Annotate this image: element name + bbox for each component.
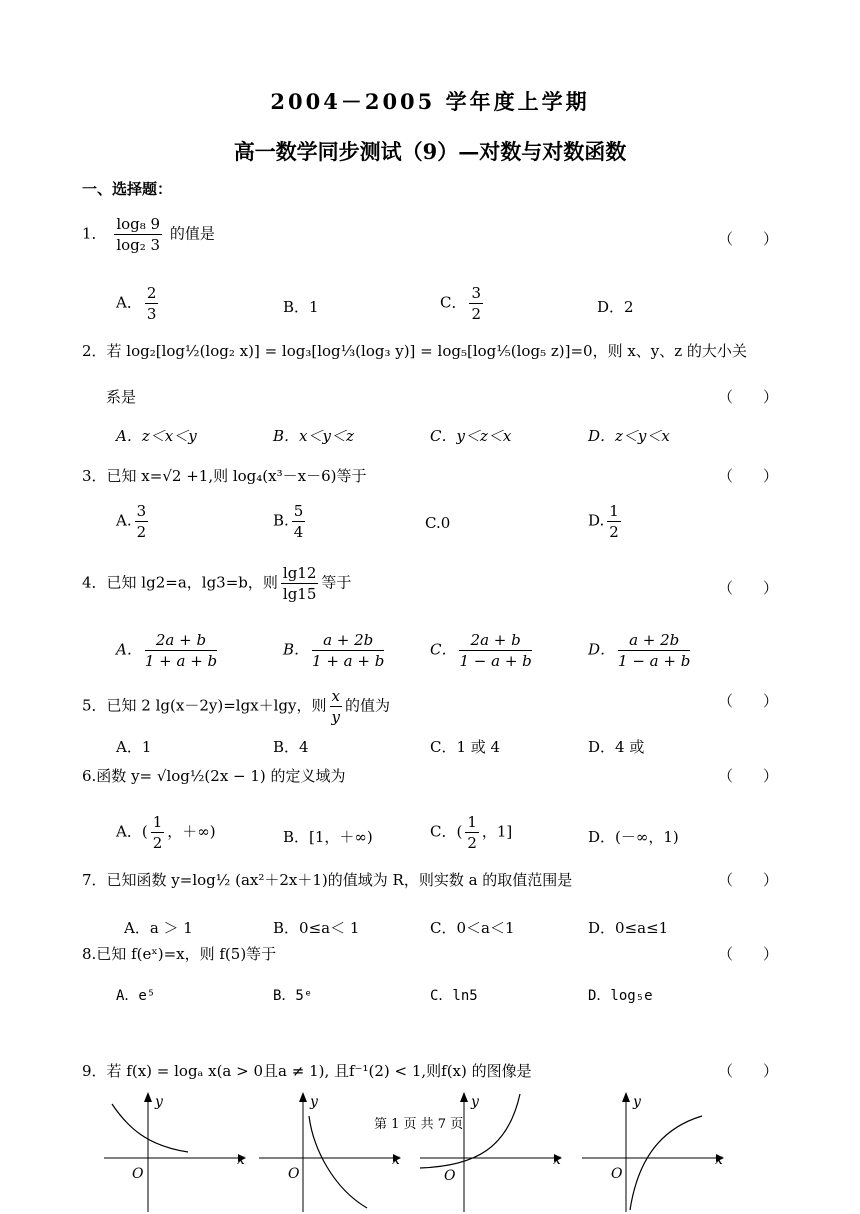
q5-option-b: B．4 [273, 738, 309, 756]
q1-option-a: A． $\frac{2}{3}$ [116, 284, 157, 323]
q6-option-c: C．( $\frac{1}{2}$ ，1] [430, 813, 513, 852]
question-7-stem: 7．已知函数 y=log½ (ax²＋2x＋1)的值域为 R，则实数 a 的取值范围是 [82, 871, 573, 889]
q1-fraction [114, 214, 162, 255]
page-footer: 第 1 页 共 7 页 [374, 1117, 464, 1132]
question-5-stem: 5．已知 2 lg(x－2y)=lgx＋lgy，则 $\frac{x}{y}$ 的值为 [82, 687, 390, 726]
title-line2: 高一数学同步测试（9）—对数与对数函数 [233, 139, 627, 164]
q1-option-d: D．2 [597, 298, 634, 316]
q8-option-c: C．ln5 [430, 988, 478, 1004]
answer-paren-4: （ ） [718, 579, 779, 597]
q8-option-d: D．log₅e [588, 988, 653, 1004]
q4-option-d: D． $\frac{a + 2b}{1 - a + b}$ [588, 631, 691, 670]
q4-option-b: B． $\frac{a + 2b}{1 + a + b}$ [283, 631, 385, 670]
q6-option-a: A．( $\frac{1}{2}$ ，＋∞) [116, 813, 216, 852]
q3-option-d: D. $\frac{1}{2}$ [588, 502, 619, 541]
q8-option-b: B．5ᵉ [273, 988, 313, 1004]
answer-paren-9: （ ） [718, 1062, 779, 1080]
q2-option-c: C．y＜z＜x [430, 427, 512, 445]
q1-text: 的值是 [169, 224, 215, 243]
graph-a-y-label: y [155, 1094, 163, 1110]
answer-paren-6: （ ） [718, 767, 779, 785]
q3-option-a: A. $\frac{3}{2}$ [116, 502, 147, 541]
q4-option-c: C． $\frac{2a + b}{1 - a + b}$ [430, 631, 532, 670]
question-6-stem: 6.函数 y= √log½(2x − 1) 的定义域为 [82, 767, 346, 785]
graph-b-x-label: x [392, 1152, 400, 1168]
answer-paren-5: （ ） [718, 692, 779, 710]
q2-option-a: A．z＜x＜y [116, 427, 197, 445]
graph-d-y-label: y [633, 1094, 641, 1110]
q5-option-c: C．1 或 4 [430, 738, 501, 756]
answer-paren-8: （ ） [718, 945, 779, 963]
q8-option-a: A．e⁵ [116, 988, 156, 1004]
q6-option-b: B．[1，＋∞) [283, 828, 373, 846]
question-4-stem: 4．已知 lg2=a，lg3=b，则 $\frac{\lg 12}{\lg 15}$ 等于 [82, 564, 352, 603]
title-line1: 2004－2005 学年度上学期 [270, 89, 590, 114]
question-2-stem: 2．若 log₂[log½(log₂ x)] = log₃[log⅓(log₃ y)] = log₅[log⅕(log₅ z)]=0，则 x、y、z 的大小关 [82, 342, 747, 360]
q4-option-a: A． $\frac{2a + b}{1 + a + b}$ [116, 631, 218, 670]
graph-a [98, 1088, 254, 1214]
graph-b [255, 1088, 411, 1214]
q1-frac-num: log₈ 9 [116, 215, 161, 233]
graph-c [416, 1088, 572, 1214]
question-3-stem: 3．已知 x=√2 +1,则 log₄(x³－x－6)等于 [82, 467, 367, 485]
q7-option-b: B．0≤a＜ 1 [273, 919, 360, 937]
graph-c-origin-label: O [444, 1168, 456, 1184]
graph-a-origin-label: O [132, 1166, 144, 1182]
question-1 [82, 214, 215, 255]
graph-d-origin-label: O [611, 1166, 623, 1182]
graph-b-origin-label: O [288, 1166, 300, 1182]
graph-b-y-label: y [310, 1094, 318, 1110]
q2-option-d: D．z＜y＜x [588, 427, 670, 445]
q3-option-c: C.0 [425, 514, 451, 532]
answer-paren-3: （ ） [718, 467, 779, 485]
q6-option-d: D．(－∞，1) [588, 828, 679, 846]
question-9-stem: 9．若 f(x) = logₐ x(a > 0且a ≠ 1), 且f⁻¹(2) < 1,则f(x) 的图像是 [82, 1062, 532, 1080]
q5-option-a: A．1 [116, 738, 152, 756]
question-2-stem-cont: 系是 [106, 388, 137, 406]
q5-option-d: D．4 或 [588, 738, 645, 756]
graph-c-x-label: x [553, 1152, 561, 1168]
q1-option-b: B．1 [283, 298, 319, 316]
q1-number: 1． [82, 224, 107, 243]
graph-c-y-label: y [471, 1094, 479, 1110]
graph-a-x-label: x [237, 1152, 245, 1168]
q7-option-c: C．0＜a＜1 [430, 919, 515, 937]
graph-d [578, 1088, 734, 1214]
q1-frac-den: log₂ 3 [116, 236, 161, 254]
question-8-stem: 8.已知 f(eˣ)=x，则 f(5)等于 [82, 945, 277, 963]
q3-option-b: B. $\frac{5}{4}$ [273, 502, 304, 541]
answer-paren-1: （ ） [718, 230, 779, 248]
answer-paren-2: （ ） [718, 388, 779, 406]
section-heading: 一、选择题： [82, 180, 173, 198]
q7-option-d: D．0≤a≤1 [588, 919, 669, 937]
answer-paren-7: （ ） [718, 871, 779, 889]
q2-option-b: B．x＜y＜z [273, 427, 354, 445]
graph-d-x-label: x [715, 1152, 723, 1168]
q7-option-a: A．a ＞ 1 [124, 919, 193, 937]
q1-option-c: C． $\frac{3}{2}$ [440, 284, 482, 323]
